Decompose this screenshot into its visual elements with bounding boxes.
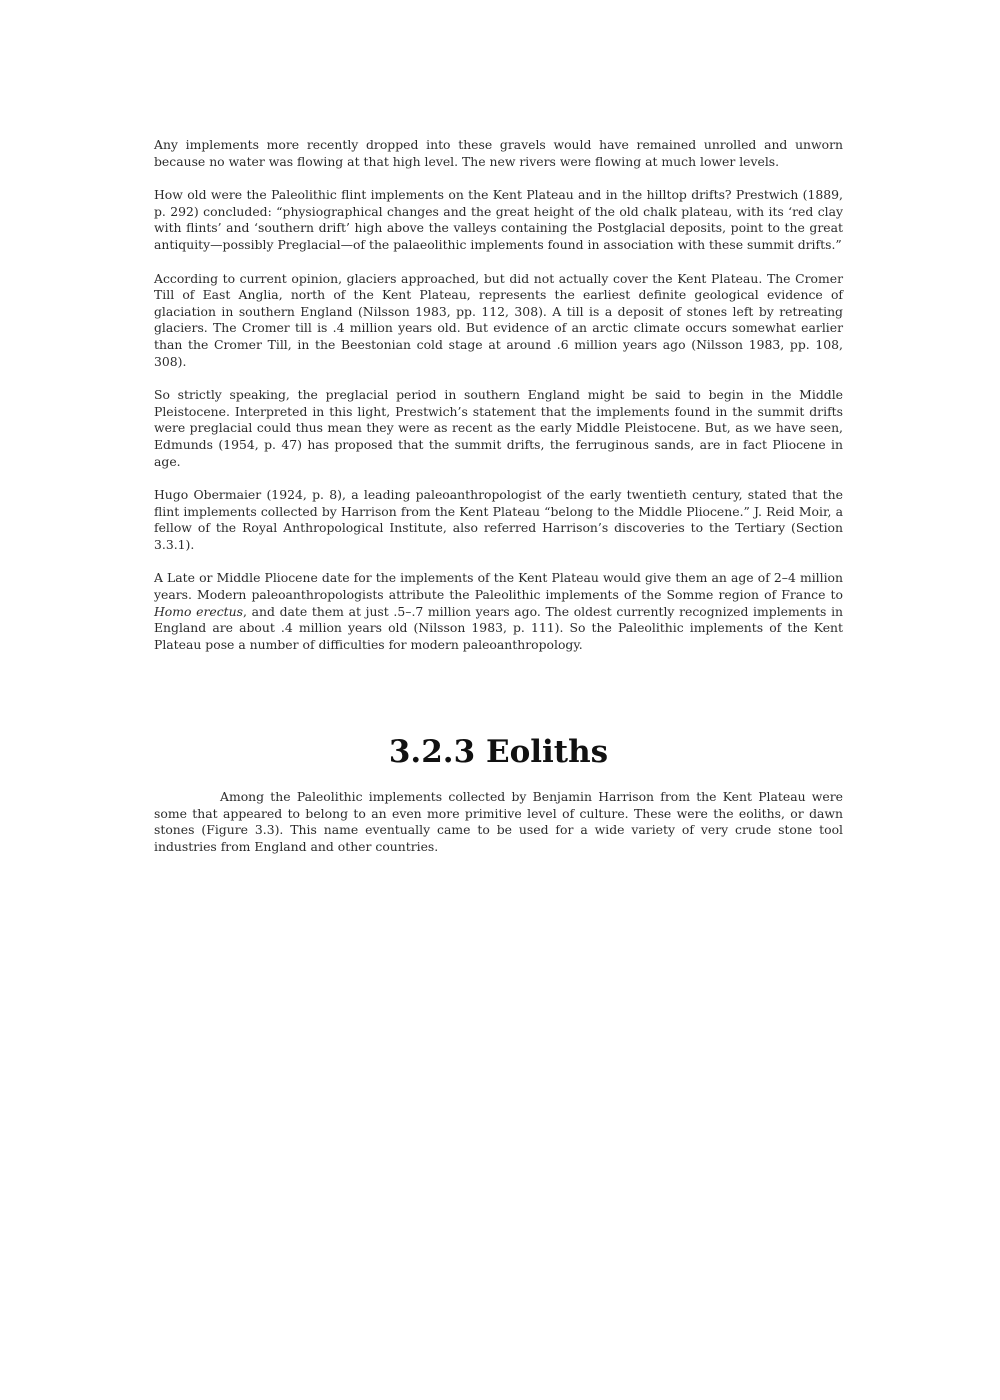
paragraph-gravels: Any implements more recently dropped into these gravels would have remained unrolled and unworn because no water was flowing at that high level. The new rivers were flowing at much lower levels. bbox=[154, 137, 843, 169]
section-heading: 3.2.3 Eoliths bbox=[388, 734, 609, 770]
paragraph-preglacial: So strictly speaking, the preglacial period in southern England might be said to begin in the Middle Pleistocene. Interpreted in this light, Prestwich’s statement that the implements found in the summit drifts were preglacial could thus mean they were as recent as the early Middle Pleistocene. But, as we have seen, Edmunds (1954, p. 47) has proposed that the summit drifts, the ferruginous sands, are in fact Pliocene in age. bbox=[154, 387, 843, 469]
paragraph-prestwich: How old were the Paleolithic flint implements on the Kent Plateau and in the hilltop drifts? Prestwich (1889, p. 292) concluded: “physiographical changes and the great height of the old chalk plateau, with its ‘red clay with flints’ and ‘southern drift’ high above the valleys containing the Postglacial deposits, point to the great antiquity—possibly Preglacial—of the palaeolithic implements found in association with these summit drifts.” bbox=[154, 187, 843, 252]
paragraph-glaciers: According to current opinion, glaciers approached, but did not actually cover the Kent Plateau. The Cromer Till of East Anglia, north of the Kent Plateau, represents the earliest definite geological evidence of glaciation in southern England (Nilsson 1983, pp. 112, 308). A till is a deposit of stones left by retreating glaciers. The Cromer till is .4 million years old. But evidence of an arctic climate occurs somewhat earlier than the Cromer Till, in the Beestonian cold stage at around .6 million years ago (Nilsson 1983, pp. 108, 308). bbox=[154, 270, 843, 369]
paragraph-pliocene-date-text-a: A Late or Middle Pliocene date for the implements of the Kent Plateau would give them an age of 2–4 million years. Modern paleoanthropologists attribute the Paleolithic implements of the Somme region of France to bbox=[154, 570, 843, 603]
species-name: Homo erectus bbox=[154, 603, 243, 619]
paragraph-pliocene-date bbox=[154, 570, 843, 653]
paragraph-eoliths: Among the Paleolithic implements collected by Benjamin Harrison from the Kent Plateau were some that appeared to belong to an even more primitive level of culture. These were the eoliths, or dawn stones (Figure 3.3). This name eventually came to be used for a wide variety of very crude stone tool industries from England and other countries. bbox=[154, 789, 843, 854]
paragraph-pliocene-date-text-b: , and date them at just .5–.7 million years ago. The oldest currently recognized implements in England are about .4 million years old (Nilsson 1983, p. 111). So the Paleolithic implements of the Kent Plateau pose a number of difficulties for modern paleoanthropology. bbox=[154, 603, 844, 652]
section-text bbox=[154, 789, 843, 872]
paragraph-obermaier: Hugo Obermaier (1924, p. 8), a leading paleoanthropologist of the early twentieth century, stated that the flint implements collected by Harrison from the Kent Plateau “belong to the Middle Pliocene.” J. Reid Moir, a fellow of the Royal Anthropological Institute, also referred Harrison’s discoveries to the Tertiary (Section 3.3.1). bbox=[154, 487, 843, 552]
main-text bbox=[154, 137, 843, 670]
